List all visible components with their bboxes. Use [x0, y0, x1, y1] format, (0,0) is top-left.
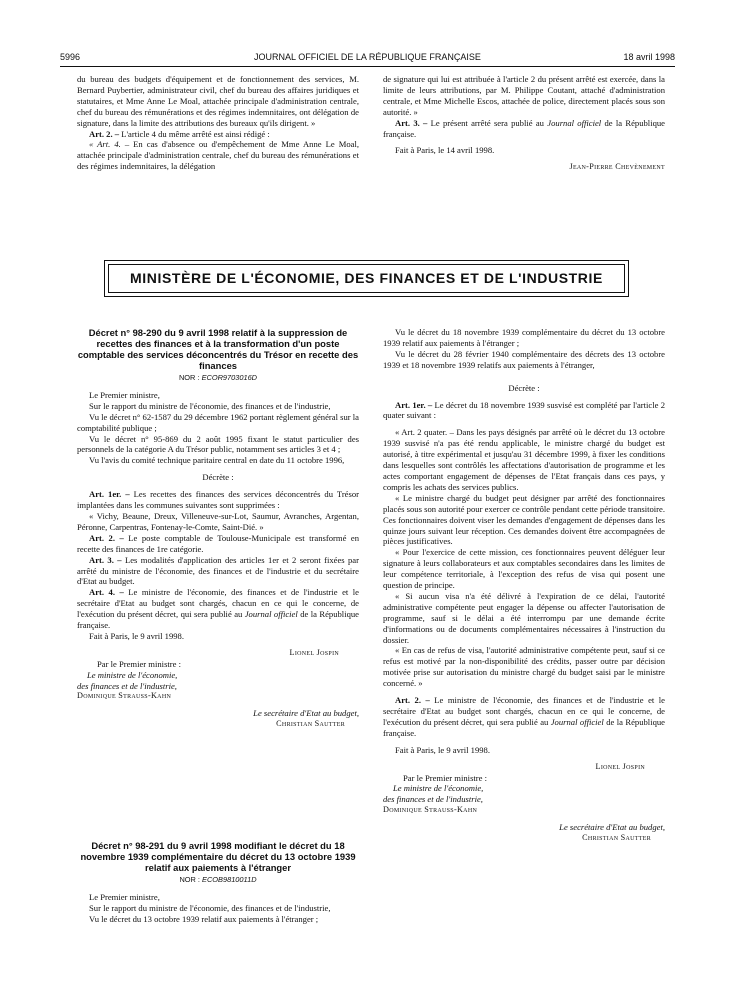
article-label: Art. 3. – [395, 117, 428, 128]
quoted-article: « Pour l'exercice de cette mission, ces fonctionnaires peuvent déléguer leur signature à leurs collaborateurs et aux comptables secondaires dans les limites de leur compétence territoriale, à l'exception des refus de visa qui posent une question de principe. [383, 547, 665, 591]
top-right-column [383, 74, 665, 173]
quoted-article: « Si aucun visa n'a été délivré à l'expiration de ce délai, l'autorité administrative compétente peut engager la dépense ou affecter l'autorisation de programme, sauf si le délai a été interrompu par une demande écrite d'informations ou de documents complémentaires nécessaires à l'instruction du dossier. [383, 590, 665, 645]
decree-98-290 [77, 327, 359, 730]
signature-pm: Lionel Jospin [289, 647, 339, 657]
top-art2 [77, 129, 359, 140]
article-text: Les recettes des finances des services déconcentrés du Trésor implantées dans les communes suivantes sont supprimées : [77, 489, 359, 511]
nor-code: ECOB9810011D [202, 875, 257, 884]
journal-officiel: Journal officiel [244, 609, 298, 620]
journal-officiel: Journal officiel [550, 716, 604, 727]
decree-art1 [77, 489, 359, 511]
article-label: Art. 2. – [89, 532, 124, 543]
decree-art2 [383, 695, 665, 739]
decree-paragraph: Vu le décret du 18 novembre 1939 complémentaire du décret du 13 octobre 1939 relatif aux paiements à l'étranger ; [383, 327, 665, 348]
top-fait: Fait à Paris, le 14 avril 1998. [395, 145, 495, 156]
signature-pm: Lionel Jospin [595, 761, 645, 771]
article-text: Le ministre de l'économie, des finances et de l'industrie et le secrétaire d'Etat au budget sont chargés, chacun en ce qui le concerne, de l'exécution du présent décret, qui sera publié au [77, 587, 359, 620]
article-text: Les modalités d'application des articles 1er et 2 seront fixées par arrêté du ministre de l'économie, des finances et de l'industrie et du secrétaire d'Etat au budget. [77, 554, 359, 587]
decree-paragraph: Sur le rapport du ministre de l'économie, des finances et de l'industrie, [89, 902, 331, 913]
decree-art4 [77, 587, 359, 631]
journal-title: JOURNAL OFFICIEL DE LA RÉPUBLIQUE FRANÇAISE [254, 52, 481, 62]
decree-nor [77, 373, 359, 384]
top-right-paragraph: de signature qui lui est attribuée à l'article 2 du présent arrêté est exercée, dans la limite de leurs attributions, par M. Philippe Coutant, attaché d'administration centrale, et Mme Michelle Escos, attachée de police, directement placés sous son autorité. » [383, 74, 665, 117]
header-date: 18 avril 1998 [623, 52, 675, 62]
page-number: 5996 [60, 52, 81, 62]
article-text: Le ministre de l'économie, des finances et de l'industrie et le secrétaire d'Etat au budget sont chargés, chacun en ce qui le concerne, de l'exécution du présent décret, qui sera publié au [383, 695, 665, 727]
quoted-article: « En cas de refus de visa, l'autorité administrative compétente peut, sauf si ce refus est motivé par la non-disponibilité des crédits, passer outre par décision motivée prise sur autorisation du ministre chargé du budget saisi par le ministre concerné. » [383, 645, 665, 689]
decrete: Décrète : [508, 382, 540, 393]
par-premier-ministre: Par le Premier ministre : [403, 772, 488, 783]
minister-title: Le ministre de l'économie, [87, 669, 178, 680]
article-label: Art. 1er. – [395, 399, 433, 410]
article-text: de la République française. [383, 716, 665, 738]
article-label: Art. 2. – [89, 128, 120, 139]
decree-art2 [77, 533, 359, 555]
decree-paragraph: Vu le décret du 28 février 1940 complémentaire des décrets des 13 octobre 1939 et 18 novembre 1939 relatifs aux paiements à l'étranger, [383, 348, 665, 370]
decree-paragraph: Vu le décret n° 62-1587 du 29 décembre 1962 portant règlement général sur la comptabilité publique ; [77, 411, 359, 433]
journal-officiel: Journal officiel [547, 117, 602, 128]
decree-fait: Fait à Paris, le 9 avril 1998. [89, 630, 184, 641]
article-label: Art. 2. – [395, 695, 430, 706]
article-label: « Art. 4. – [89, 139, 130, 150]
header-rule [60, 66, 675, 67]
secretary-title: Le secrétaire d'Etat au budget, [559, 822, 665, 833]
article-text: En cas d'absence ou d'empêchement de Mme Anne Le Moal, attachée principale d'administration centrale, chef du bureau des rémunérations et des régimes indemnitaires, la délégation [77, 139, 359, 172]
top-art4 [77, 139, 359, 172]
decree-paragraph: Vu le décret du 13 octobre 1939 relatif aux paiements à l'étranger ; [89, 913, 319, 924]
top-left-paragraph: du bureau des budgets d'équipement et de fonctionnement des services, M. Bernard Puybertier, administrateur civil, chef du bureau des affaires juridiques et statutaires, et Mme Anne Le Moal, attachée principale d'administration centrale, chef du bureau des rémunérations et des régimes indemnitaires, ont délégation de signature, dans la limite des attributions des bureaux qu'ils dirigent. » [77, 74, 359, 128]
quoted-article: « Art. 2 quater. – Dans les pays désignés par arrêté où le décret du 13 octobre 1939 susvisé n'a pas été rendu applicable, le ministre chargé du budget est autorisé, à titre expérimental et jusqu'au 31 décembre 1999, à fixer les conditions dans lesquelles sont contrôlés les affectations d'autorisation de programme et les actes comportant engagement de dépenses de l'Etat français dans ces pays, y compris les achats des services publics. [383, 427, 665, 492]
secretary-name: Christian Sautter [276, 719, 345, 729]
ministry-title: MINISTÈRE DE L'ÉCONOMIE, DES FINANCES ET DE L'INDUSTRIE [108, 264, 625, 293]
article-text: Le décret du 18 novembre 1939 susvisé est complété par l'article 2 quater suivant : [383, 399, 665, 421]
nor-code: ECOR9703016D [201, 373, 258, 382]
decree-title: Décret n° 98-291 du 9 avril 1998 modifiant le décret du 18 novembre 1939 complémentaire du décret du 13 octobre 1939 relatif aux paiements à l'étranger [80, 840, 356, 873]
decree-paragraph: Le Premier ministre, [89, 891, 160, 902]
minister-name: Dominique Strauss-Kahn [77, 691, 172, 701]
decree-paragraph: Vu le décret n° 95-869 du 2 août 1995 fixant le statut particulier des personnels de la catégorie A du Trésor public, notamment ses articles 3 et 4 ; [77, 433, 359, 455]
nor-label: NOR : [178, 373, 202, 382]
quoted-article: « Le ministre chargé du budget peut désigner par arrêté des fonctionnaires placés sous son autorité pour exercer ce contrôle pendant cette période transitoire. Ces fonctionnaires doivent viser les demandes d'engagement de dépenses dans les quinze jours suivant leur réception. Ces demandes doivent être accompagnées de pièces justificatives. [383, 492, 665, 547]
decrete: Décrète : [202, 472, 234, 483]
decree-art3 [77, 555, 359, 588]
article-text: Le poste comptable de Toulouse-Municipale est transformé en recette des finances de 1re catégorie. [77, 532, 359, 554]
secretary-name: Christian Sautter [582, 833, 651, 843]
minister-title: des finances et de l'industrie, [77, 680, 177, 691]
article-text: Le présent arrêté sera publié au [427, 117, 548, 128]
top-art3 [383, 118, 665, 140]
decree-nor [77, 875, 359, 886]
top-signature: Jean-Pierre Chevènement [569, 162, 665, 172]
decree-98-291-continued [383, 327, 665, 844]
article-text: L'article 4 du même arrêté est ainsi rédigé : [119, 128, 270, 139]
nor-label: NOR : [179, 875, 203, 884]
decree-paragraph: Vu l'avis du comité technique paritaire central en date du 11 octobre 1996, [89, 455, 345, 466]
decree-fait: Fait à Paris, le 9 avril 1998. [395, 744, 490, 755]
par-premier-ministre: Par le Premier ministre : [97, 658, 182, 669]
page-header [60, 51, 675, 63]
top-left-column [77, 74, 359, 172]
article-label: Art. 3. – [89, 554, 122, 565]
decree-paragraph: Le Premier ministre, [89, 389, 160, 400]
decree-title: Décret n° 98-290 du 9 avril 1998 relatif à la suppression de recettes des finances et à la transformation d'un poste comptable des services déconcentrés du Trésor en recette des finances [77, 327, 359, 371]
minister-title: des finances et de l'industrie, [383, 794, 483, 805]
article-text: de la République française. [77, 609, 359, 631]
secretary-title: Le secrétaire d'Etat au budget, [253, 708, 359, 719]
decree-98-291-start [77, 840, 359, 925]
commune-list: « Vichy, Beaune, Dreux, Villeneuve-sur-Lot, Saumur, Avranches, Argentan, Péronne, Carpentras, Fontenay-le-Comte, Saint-Dié. » [77, 510, 359, 532]
decree-paragraph: Sur le rapport du ministre de l'économie, des finances et de l'industrie, [89, 400, 331, 411]
article-label: Art. 4. – [89, 587, 124, 598]
article-label: Art. 1er. – [89, 489, 130, 500]
decree-art1 [383, 400, 665, 422]
minister-title: Le ministre de l'économie, [393, 783, 484, 794]
article-text: de la République française. [383, 117, 665, 139]
minister-name: Dominique Strauss-Kahn [383, 805, 478, 815]
